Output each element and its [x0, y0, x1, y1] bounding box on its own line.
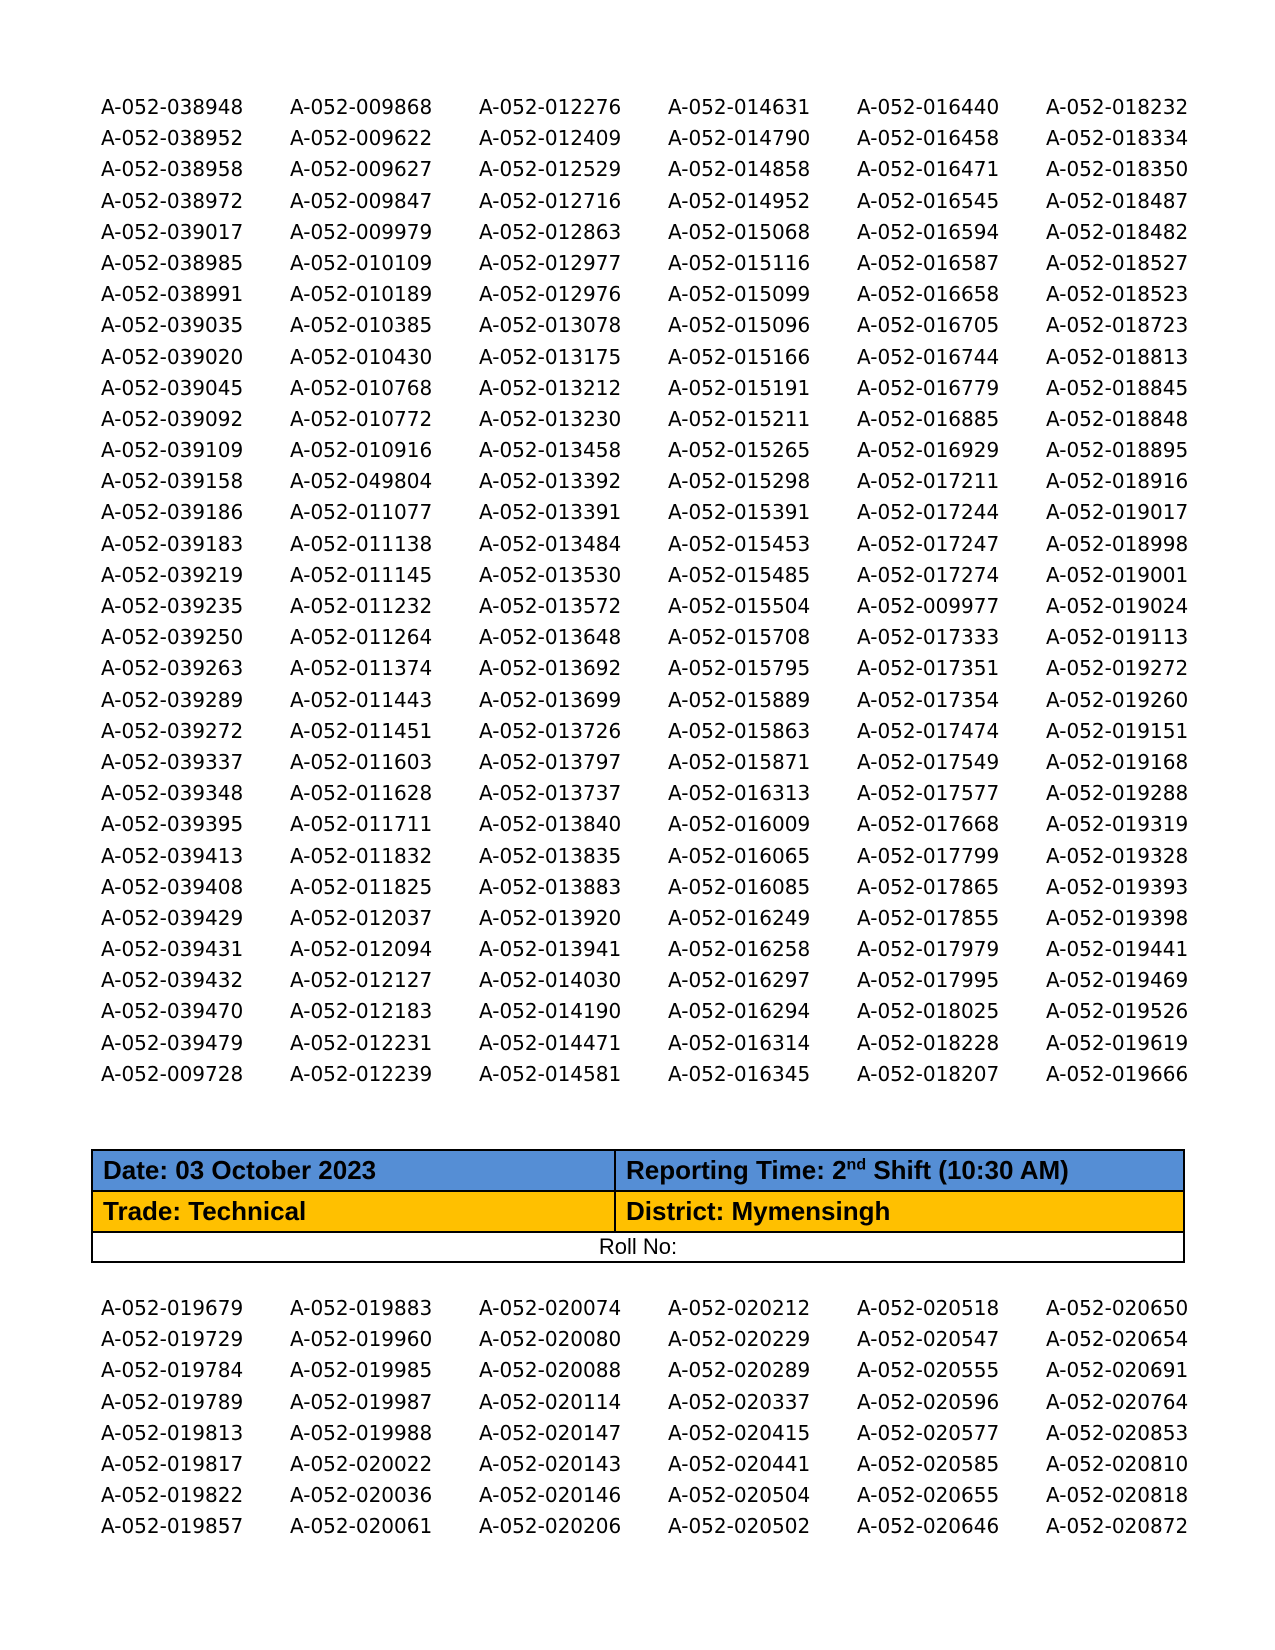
roll-number: A-052-016294 [668, 999, 811, 1024]
roll-number: A-052-013572 [479, 594, 622, 618]
roll-number: A-052-016779 [857, 375, 1000, 400]
roll-number: A-052-015265 [668, 438, 811, 463]
roll-number: A-052-017274 [857, 562, 1000, 587]
roll-list-section-1 [101, 92, 1191, 1090]
roll-number: A-052-019987 [290, 1389, 433, 1414]
roll-number: A-052-018845 [1046, 375, 1189, 400]
roll-number: A-052-039235 [101, 594, 244, 618]
roll-number: A-052-011145 [290, 562, 433, 587]
roll-number: A-052-020229 [668, 1327, 811, 1352]
roll-number: A-052-019988 [290, 1420, 433, 1445]
roll-number: A-052-016545 [857, 188, 1000, 213]
roll-number: A-052-016009 [668, 812, 811, 837]
roll-number: A-052-013648 [479, 625, 622, 650]
roll-number: A-052-020206 [479, 1514, 622, 1539]
roll-number: A-052-039348 [101, 781, 244, 806]
roll-number: A-052-039337 [101, 749, 244, 774]
roll-number: A-052-019017 [1046, 500, 1189, 525]
roll-number: A-052-019328 [1046, 843, 1189, 868]
roll-number: A-052-020654 [1046, 1327, 1189, 1352]
roll-number: A-052-014030 [479, 968, 622, 993]
reporting-time-suffix: Shift (10:30 AM) [866, 1155, 1069, 1185]
roll-number: A-052-016249 [668, 905, 811, 930]
roll-number: A-052-019813 [101, 1420, 244, 1445]
roll-number: A-052-020114 [479, 1389, 622, 1414]
roll-number: A-052-020502 [668, 1514, 811, 1539]
roll-number: A-052-013797 [479, 749, 622, 774]
roll-number: A-052-020655 [857, 1483, 1000, 1508]
roll-number: A-052-009627 [290, 157, 433, 182]
roll-number: A-052-018895 [1046, 438, 1189, 463]
roll-number: A-052-039289 [101, 687, 244, 712]
roll-number: A-052-012409 [479, 126, 622, 151]
roll-number: A-052-015504 [668, 594, 811, 618]
roll-number: A-052-011374 [290, 656, 433, 681]
roll-number: A-052-017549 [857, 749, 1000, 774]
roll-number: A-052-012976 [479, 282, 622, 307]
roll-number: A-052-019024 [1046, 594, 1189, 618]
roll-number: A-052-013920 [479, 905, 622, 930]
roll-number: A-052-020555 [857, 1358, 1000, 1383]
roll-number: A-052-039431 [101, 937, 244, 962]
roll-number: A-052-012863 [479, 219, 622, 244]
roll-number: A-052-014631 [668, 95, 811, 119]
roll-number: A-052-016885 [857, 406, 1000, 431]
roll-number: A-052-016587 [857, 250, 1000, 275]
roll-number: A-052-015191 [668, 375, 811, 400]
roll-number: A-052-020872 [1046, 1514, 1189, 1539]
roll-number: A-052-014190 [479, 999, 622, 1024]
roll-number: A-052-018334 [1046, 126, 1189, 151]
roll-number: A-052-020585 [857, 1451, 1000, 1476]
roll-number: A-052-011832 [290, 843, 433, 868]
roll-number: A-052-020143 [479, 1451, 622, 1476]
roll-number: A-052-016658 [857, 282, 1000, 307]
roll-number: A-052-017474 [857, 718, 1000, 743]
roll-number: A-052-011603 [290, 749, 433, 774]
roll-number: A-052-017354 [857, 687, 1000, 712]
roll-number: A-052-018207 [857, 1061, 1000, 1086]
roll-number: A-052-010385 [290, 313, 433, 338]
roll-number: A-052-014471 [479, 1030, 622, 1055]
roll-number: A-052-012231 [290, 1030, 433, 1055]
roll-number: A-052-015116 [668, 250, 811, 275]
date-label: Date: 03 October 2023 [93, 1151, 616, 1190]
reporting-time-prefix: Reporting Time: 2 [626, 1155, 847, 1185]
roll-number: A-052-019260 [1046, 687, 1189, 712]
roll-number: A-052-049804 [290, 469, 433, 494]
roll-number: A-052-015795 [668, 656, 811, 681]
roll-number: A-052-015863 [668, 718, 811, 743]
roll-number: A-052-039045 [101, 375, 244, 400]
roll-number: A-052-017333 [857, 625, 1000, 650]
roll-number: A-052-039272 [101, 718, 244, 743]
roll-number: A-052-018813 [1046, 344, 1189, 369]
roll-number: A-052-039429 [101, 905, 244, 930]
roll-number: A-052-038972 [101, 188, 244, 213]
roll-number: A-052-011138 [290, 531, 433, 556]
roll-number: A-052-015211 [668, 406, 811, 431]
roll-number: A-052-010430 [290, 344, 433, 369]
roll-number: A-052-012239 [290, 1061, 433, 1086]
roll-number: A-052-012276 [479, 95, 622, 119]
roll-number: A-052-015391 [668, 500, 811, 525]
roll-number: A-052-020577 [857, 1420, 1000, 1445]
roll-number: A-052-009979 [290, 219, 433, 244]
roll-number: A-052-012127 [290, 968, 433, 993]
roll-number: A-052-020504 [668, 1483, 811, 1508]
roll-number: A-052-013458 [479, 438, 622, 463]
roll-number: A-052-018487 [1046, 188, 1189, 213]
roll-number: A-052-015096 [668, 313, 811, 338]
roll-number: A-052-011711 [290, 812, 433, 837]
roll-number: A-052-015068 [668, 219, 811, 244]
roll-number: A-052-013840 [479, 812, 622, 837]
roll-number: A-052-019272 [1046, 656, 1189, 681]
roll-number: A-052-039158 [101, 469, 244, 494]
roll-number: A-052-039186 [101, 500, 244, 525]
roll-number: A-052-019784 [101, 1358, 244, 1383]
roll-number: A-052-019001 [1046, 562, 1189, 587]
roll-number: A-052-020337 [668, 1389, 811, 1414]
roll-number: A-052-020810 [1046, 1451, 1189, 1476]
roll-number: A-052-016744 [857, 344, 1000, 369]
roll-number: A-052-012183 [290, 999, 433, 1024]
roll-number: A-052-011232 [290, 594, 433, 618]
roll-number: A-052-019168 [1046, 749, 1189, 774]
roll-number: A-052-019288 [1046, 781, 1189, 806]
roll-number: A-052-039408 [101, 874, 244, 899]
roll-number: A-052-017211 [857, 469, 1000, 494]
roll-number: A-052-011825 [290, 874, 433, 899]
roll-number: A-052-009977 [857, 594, 1000, 618]
roll-number: A-052-020650 [1046, 1296, 1189, 1320]
roll-number: A-052-019526 [1046, 999, 1189, 1024]
roll-number: A-052-039017 [101, 219, 244, 244]
roll-number: A-052-039479 [101, 1030, 244, 1055]
roll-number: A-052-012094 [290, 937, 433, 962]
roll-number: A-052-019789 [101, 1389, 244, 1414]
roll-number: A-052-020074 [479, 1296, 622, 1320]
roll-number: A-052-018232 [1046, 95, 1189, 119]
roll-number: A-052-012529 [479, 157, 622, 182]
roll-number: A-052-015166 [668, 344, 811, 369]
trade-label: Trade: Technical [93, 1192, 616, 1231]
roll-number: A-052-019151 [1046, 718, 1189, 743]
roll-number: A-052-020646 [857, 1514, 1000, 1539]
header-row-date [93, 1151, 1183, 1192]
roll-number: A-052-018523 [1046, 282, 1189, 307]
roll-number: A-052-011451 [290, 718, 433, 743]
roll-number: A-052-013078 [479, 313, 622, 338]
roll-number: A-052-019619 [1046, 1030, 1189, 1055]
roll-number: A-052-039432 [101, 968, 244, 993]
roll-number: A-052-013175 [479, 344, 622, 369]
roll-number: A-052-039470 [101, 999, 244, 1024]
roll-number: A-052-019666 [1046, 1061, 1189, 1086]
roll-number: A-052-020212 [668, 1296, 811, 1320]
roll-number: A-052-020147 [479, 1420, 622, 1445]
roll-number: A-052-019113 [1046, 625, 1189, 650]
roll-number: A-052-018025 [857, 999, 1000, 1024]
roll-number: A-052-038948 [101, 95, 244, 119]
roll-number: A-052-018998 [1046, 531, 1189, 556]
roll-number: A-052-015708 [668, 625, 811, 650]
roll-number: A-052-020764 [1046, 1389, 1189, 1414]
roll-number: A-052-016314 [668, 1030, 811, 1055]
roll-number: A-052-038952 [101, 126, 244, 151]
roll-number: A-052-009847 [290, 188, 433, 213]
roll-number: A-052-019679 [101, 1296, 244, 1320]
roll-number: A-052-013530 [479, 562, 622, 587]
roll-number: A-052-018228 [857, 1030, 1000, 1055]
roll-number: A-052-017979 [857, 937, 1000, 962]
roll-number: A-052-012037 [290, 905, 433, 930]
roll-number: A-052-009622 [290, 126, 433, 151]
roll-number: A-052-019398 [1046, 905, 1189, 930]
roll-number: A-052-010772 [290, 406, 433, 431]
roll-list-section-2 [101, 1293, 1191, 1543]
roll-number: A-052-020853 [1046, 1420, 1189, 1445]
roll-number: A-052-016471 [857, 157, 1000, 182]
roll-number: A-052-020022 [290, 1451, 433, 1476]
roll-number: A-052-039413 [101, 843, 244, 868]
roll-number: A-052-019729 [101, 1327, 244, 1352]
roll-number: A-052-013692 [479, 656, 622, 681]
reporting-time-label [616, 1151, 1183, 1190]
roll-number: A-052-019817 [101, 1451, 244, 1476]
roll-number: A-052-010109 [290, 250, 433, 275]
roll-number: A-052-019393 [1046, 874, 1189, 899]
roll-number: A-052-012977 [479, 250, 622, 275]
roll-number: A-052-039263 [101, 656, 244, 681]
roll-number: A-052-020441 [668, 1451, 811, 1476]
roll-number: A-052-011628 [290, 781, 433, 806]
roll-number: A-052-014581 [479, 1061, 622, 1086]
roll-number: A-052-013726 [479, 718, 622, 743]
roll-number: A-052-020596 [857, 1389, 1000, 1414]
roll-number: A-052-039020 [101, 344, 244, 369]
header-row-trade [93, 1192, 1183, 1233]
roll-number: A-052-019469 [1046, 968, 1189, 993]
district-label: District: Mymensingh [616, 1192, 1183, 1231]
roll-number: A-052-016440 [857, 95, 1000, 119]
roll-number: A-052-014858 [668, 157, 811, 182]
roll-number: A-052-011077 [290, 500, 433, 525]
roll-number: A-052-019441 [1046, 937, 1189, 962]
roll-number: A-052-017995 [857, 968, 1000, 993]
roll-number: A-052-019883 [290, 1296, 433, 1320]
roll-number: A-052-012716 [479, 188, 622, 213]
roll-number: A-052-013484 [479, 531, 622, 556]
roll-number: A-052-019960 [290, 1327, 433, 1352]
roll-number: A-052-017244 [857, 500, 1000, 525]
roll-number: A-052-018916 [1046, 469, 1189, 494]
roll-number: A-052-016345 [668, 1061, 811, 1086]
roll-number: A-052-016085 [668, 874, 811, 899]
roll-number: A-052-016458 [857, 126, 1000, 151]
roll-number: A-052-019985 [290, 1358, 433, 1383]
roll-number: A-052-009868 [290, 95, 433, 119]
roll-number: A-052-016258 [668, 937, 811, 962]
roll-number: A-052-013835 [479, 843, 622, 868]
roll-number: A-052-018723 [1046, 313, 1189, 338]
roll-number: A-052-016313 [668, 781, 811, 806]
roll-number: A-052-010189 [290, 282, 433, 307]
roll-number: A-052-019319 [1046, 812, 1189, 837]
roll-number: A-052-020289 [668, 1358, 811, 1383]
roll-number: A-052-013212 [479, 375, 622, 400]
roll-number: A-052-018482 [1046, 219, 1189, 244]
roll-number: A-052-018527 [1046, 250, 1189, 275]
roll-number: A-052-010768 [290, 375, 433, 400]
roll-number: A-052-038958 [101, 157, 244, 182]
roll-number: A-052-013883 [479, 874, 622, 899]
roll-number: A-052-017351 [857, 656, 1000, 681]
roll-number: A-052-013392 [479, 469, 622, 494]
roll-number: A-052-013737 [479, 781, 622, 806]
roll-number: A-052-020415 [668, 1420, 811, 1445]
roll-number: A-052-015871 [668, 749, 811, 774]
roll-number: A-052-017855 [857, 905, 1000, 930]
roll-number: A-052-017577 [857, 781, 1000, 806]
roll-number: A-052-017247 [857, 531, 1000, 556]
roll-number: A-052-015298 [668, 469, 811, 494]
roll-number: A-052-013941 [479, 937, 622, 962]
roll-number: A-052-019822 [101, 1483, 244, 1508]
roll-number: A-052-015099 [668, 282, 811, 307]
roll-number: A-052-009728 [101, 1061, 244, 1086]
roll-number: A-052-014790 [668, 126, 811, 151]
roll-number: A-052-039092 [101, 406, 244, 431]
roll-number: A-052-013391 [479, 500, 622, 525]
roll-number: A-052-039035 [101, 313, 244, 338]
roll-number: A-052-015889 [668, 687, 811, 712]
roll-number: A-052-018350 [1046, 157, 1189, 182]
roll-number: A-052-010916 [290, 438, 433, 463]
reporting-time-ordinal: nd [846, 1156, 867, 1174]
roll-number: A-052-039219 [101, 562, 244, 587]
roll-number: A-052-039250 [101, 625, 244, 650]
roll-number: A-052-016065 [668, 843, 811, 868]
roll-number: A-052-020547 [857, 1327, 1000, 1352]
roll-no-label: Roll No: [93, 1233, 1183, 1261]
roll-number: A-052-039395 [101, 812, 244, 837]
roll-number: A-052-014952 [668, 188, 811, 213]
roll-number: A-052-018848 [1046, 406, 1189, 431]
roll-number: A-052-020518 [857, 1296, 1000, 1320]
roll-number: A-052-017799 [857, 843, 1000, 868]
roll-number: A-052-020080 [479, 1327, 622, 1352]
roll-number: A-052-020146 [479, 1483, 622, 1508]
exam-info-header [91, 1149, 1185, 1263]
roll-number: A-052-011264 [290, 625, 433, 650]
roll-number: A-052-039183 [101, 531, 244, 556]
roll-number: A-052-020061 [290, 1514, 433, 1539]
roll-number: A-052-016297 [668, 968, 811, 993]
roll-number: A-052-020088 [479, 1358, 622, 1383]
roll-number: A-052-038991 [101, 282, 244, 307]
roll-number: A-052-015453 [668, 531, 811, 556]
roll-number: A-052-013699 [479, 687, 622, 712]
roll-number: A-052-020691 [1046, 1358, 1189, 1383]
roll-number: A-052-038985 [101, 250, 244, 275]
roll-number: A-052-011443 [290, 687, 433, 712]
roll-number: A-052-017668 [857, 812, 1000, 837]
roll-number: A-052-016594 [857, 219, 1000, 244]
roll-number: A-052-020818 [1046, 1483, 1189, 1508]
roll-number: A-052-015485 [668, 562, 811, 587]
roll-number: A-052-039109 [101, 438, 244, 463]
roll-number: A-052-013230 [479, 406, 622, 431]
roll-number: A-052-016929 [857, 438, 1000, 463]
roll-number: A-052-019857 [101, 1514, 244, 1539]
roll-number: A-052-016705 [857, 313, 1000, 338]
roll-number: A-052-020036 [290, 1483, 433, 1508]
roll-number: A-052-017865 [857, 874, 1000, 899]
